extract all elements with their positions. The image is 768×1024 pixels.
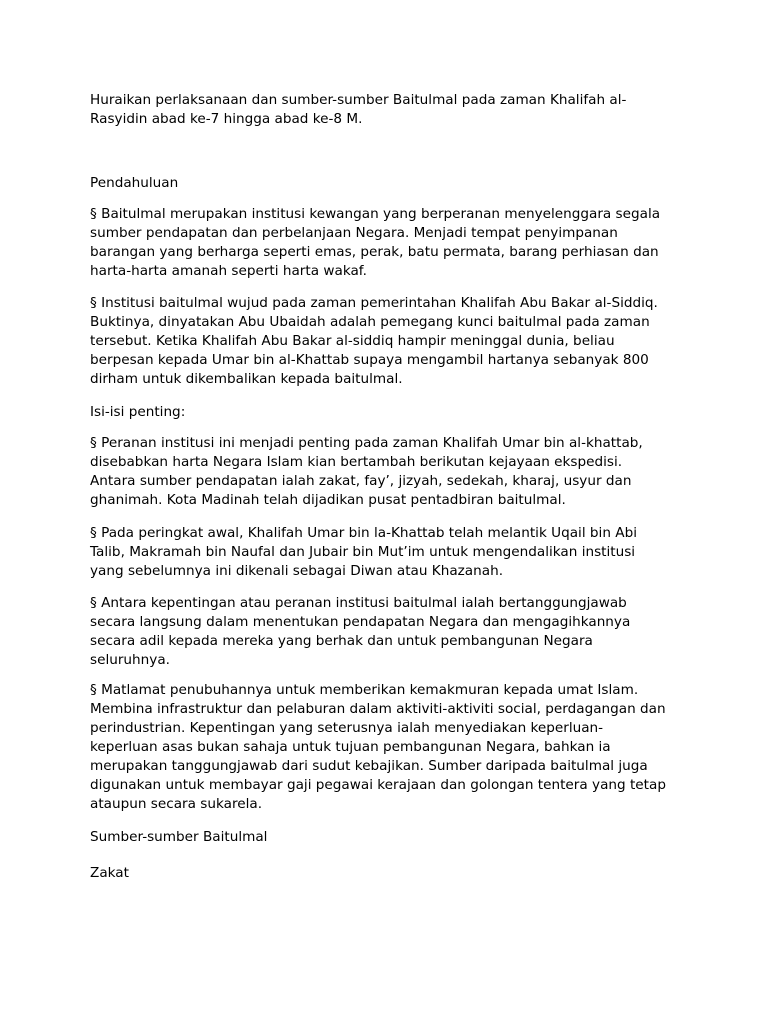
heading-baitulmal-sources: Sumber-sumber Baitulmal — [90, 829, 268, 845]
paragraph-objectives: § Matlamat penubuhannya untuk memberikan kemakmuran kepada umat Islam. Membina infrastruktur dan pelaburan dalam aktiviti-aktiviti social, perdagangan dan perindustrian. Kepentingan yang seterusnya ialah menyediakan keperluan- keperluan asas bukan sahaja untuk tujuan pembangunan Negara, bahkan ia merupakan tanggungjawab dari sudut kebajikan. Sumber daripada baitulmal juga digunakan untuk membayar gaji pegawai kerajaan dan golongan tentera yang tetap ataupun secara sukarela. — [90, 682, 666, 812]
heading-zakat: Zakat — [90, 865, 129, 881]
paragraph-umar-role: § Peranan institusi ini menjadi penting pada zaman Khalifah Umar bin al-khattab, disebabkan harta Negara Islam kian bertambah berikutan kejayaan ekspedisi. Antara sumber pendapatan ialah zakat, fay’, jizyah, sedekah, kharaj, usyur dan ghanimah. Kota Madinah telah dijadikan pusat pentadbiran baitulmal. — [90, 435, 643, 508]
document-title: Huraikan perlaksanaan dan sumber-sumber Baitulmal pada zaman Khalifah al- Rasyidin abad ke-7 hingga abad ke-8 M. — [90, 92, 627, 127]
paragraph-early-stage: § Pada peringkat awal, Khalifah Umar bin la-Khattab telah melantik Uqail bin Abi Talib, Makramah bin Naufal dan Jubair bin Mut’im untuk mengendalikan institusi yang sebelumnya ini dikenali sebagai Diwan atau Khazanah. — [90, 525, 637, 579]
paragraph-importance: § Antara kepentingan atau peranan institusi baitulmal ialah bertanggungjawab secara langsung dalam menentukan pendapatan Negara dan mengagihkannya secara adil kepada mereka yang berhak dan untuk pembangunan Negara seluruhnya. — [90, 595, 631, 668]
heading-introduction: Pendahuluan — [90, 175, 179, 191]
paragraph-baitulmal-definition: § Baitulmal merupakan institusi kewangan yang berperanan menyelenggara segala sumber pendapatan dan perbelanjaan Negara. Menjadi tempat penyimpanan barangan yang berharga seperti emas, perak, batu permata, barang perhiasan dan harta-harta amanah seperti harta wakaf. — [90, 206, 661, 279]
paragraph-abu-bakar-era: § Institusi baitulmal wujud pada zaman pemerintahan Khalifah Abu Bakar al-Siddiq. Buktinya, dinyatakan Abu Ubaidah adalah pemegang kunci baitulmal pada zaman tersebut. Ketika Khalifah Abu Bakar al-siddiq hampir meninggal dunia, beliau berpesan kepada Umar bin al-Khattab supaya mengambil hartanya sebanyak 800 dirham untuk dikembalikan kepada baitulmal. — [90, 295, 658, 387]
heading-important-points: Isi-isi penting: — [90, 404, 186, 420]
